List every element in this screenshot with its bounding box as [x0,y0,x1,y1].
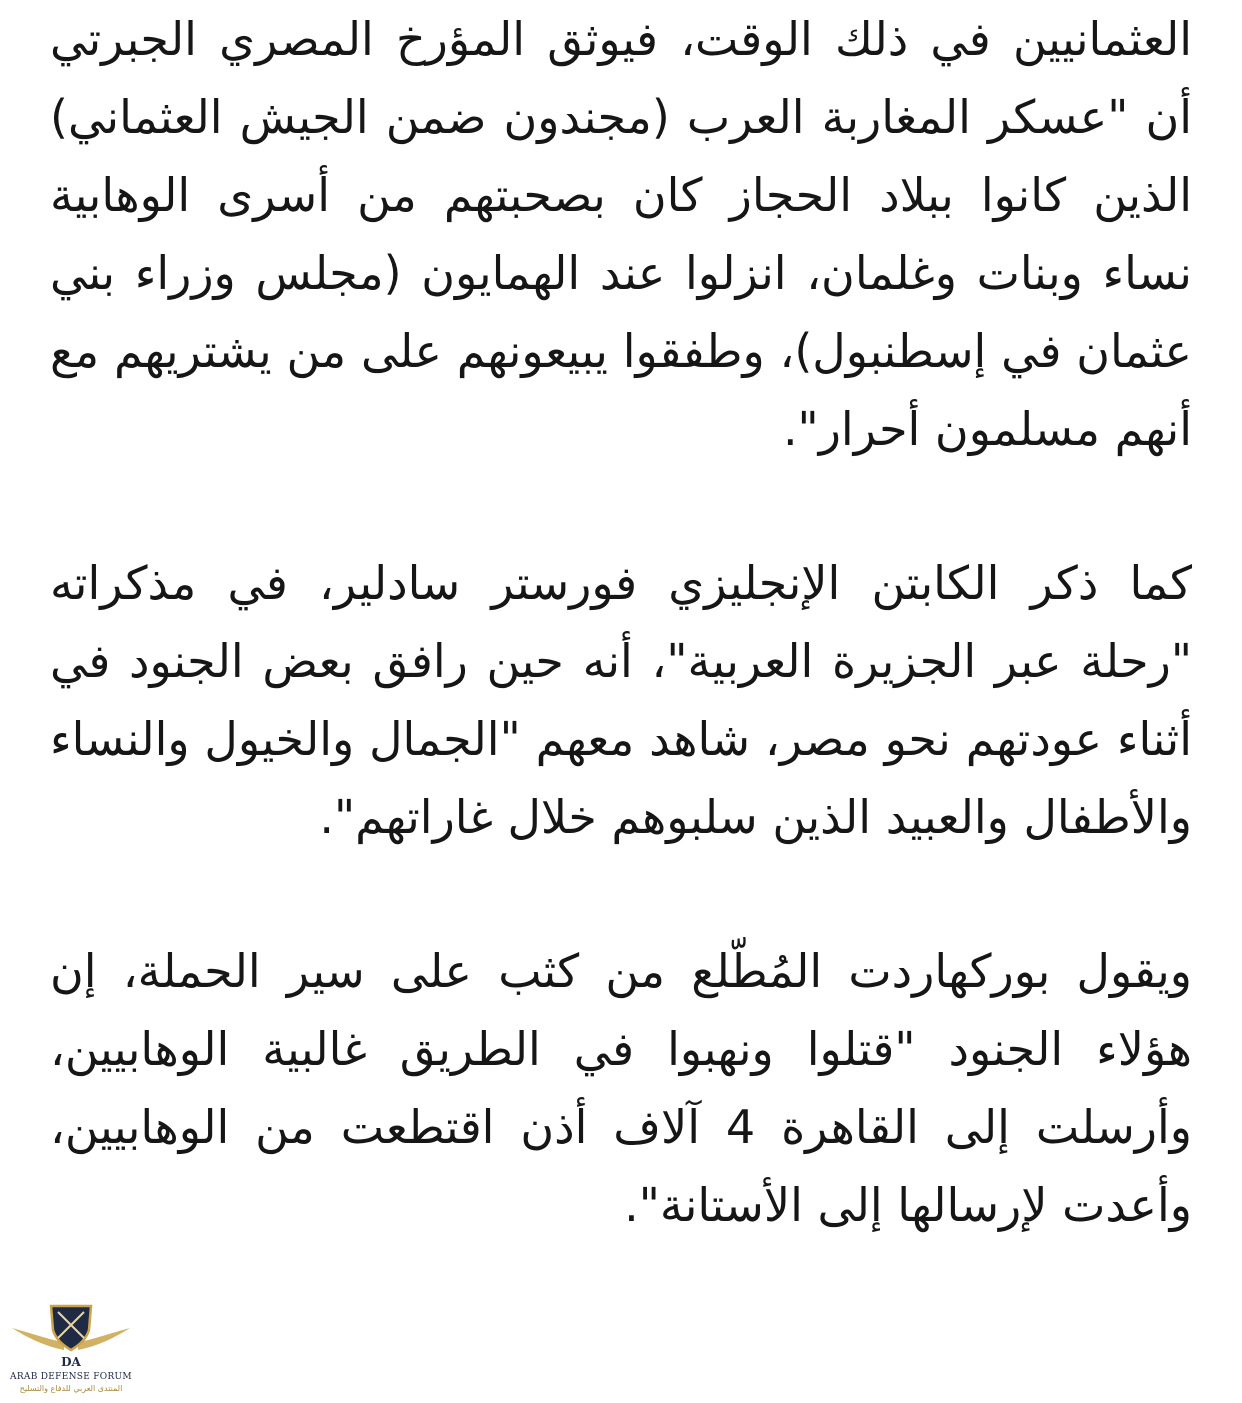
article-paragraph-2: كما ذكر الكابتن الإنجليزي فورستر سادلير، في مذكراته "رحلة عبر الجزيرة العربية"، أنه حين رافق بعض الجنود في أثناء عودتهم نحو مصر، شاهد معهم "الجمال والخيول والنساء والأطفال والعبيد الذين سلبوهم خلال غاراتهم". [50,556,1192,844]
forum-name-arabic: المنتدى العربي للدفاع والتسليح [19,1384,123,1393]
article-body [50,0,1192,1244]
article-paragraph-1: العثمانيين في ذلك الوقت، فيوثق المؤرخ المصري الجبرتي أن "عسكر المغاربة العرب (مجندون ضمن الجيش العثماني) الذين كانوا ببلاد الحجاز كان بصحبتهم من أسرى الوهابية نساء وبنات وغلمان، انزلوا عند الهمايون (مجلس وزراء بني عثمان في إسطنبول)، وطفقوا يبيعونهم على من يشتريهم مع أنهم مسلمون أحرار". [50,12,1192,456]
forum-name-english: ARAB DEFENSE FORUM [10,1372,132,1382]
forum-emblem-logo [6,1300,136,1370]
article-paragraph-3: ويقول بوركهاردت المُطّلع من كثب على سير الحملة، إن هؤلاء الجنود "قتلوا ونهبوا في الطريق غالبية الوهابيين، وأرسلت إلى القاهرة 4 آلاف أذن اقتطعت من الوهابيين، وأعدت لإرسالها إلى الأستانة". [50,944,1192,1232]
arab-defense-forum-watermark [6,1300,136,1400]
logo-letters: DA [61,1355,81,1369]
